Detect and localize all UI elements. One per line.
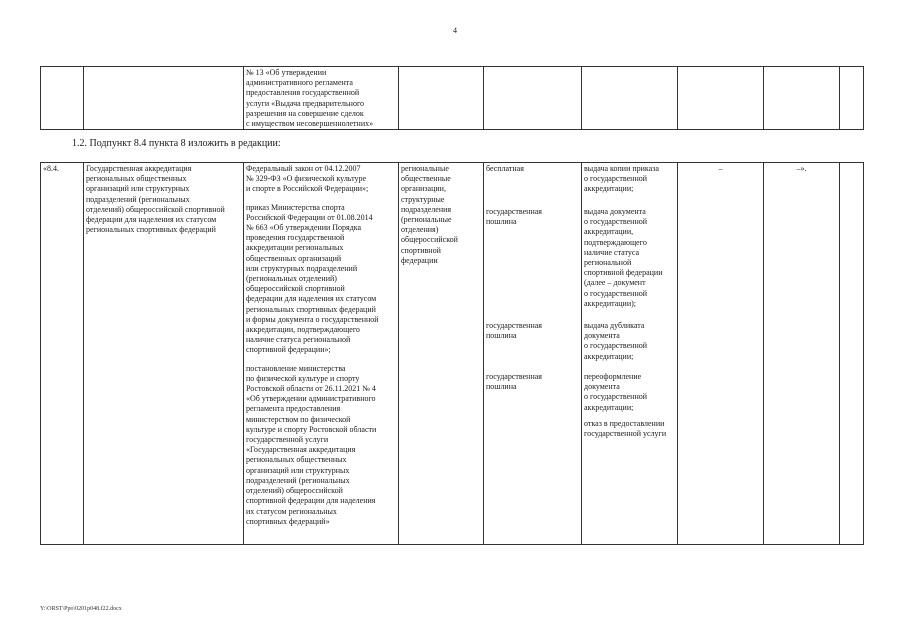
- top-cell-8: [764, 67, 840, 130]
- result-cell: [582, 163, 678, 545]
- section-heading: 1.2. Подпункт 8.4 пункта 8 изложить в редакции:: [72, 138, 281, 149]
- result-5: отказ в предоставлении государственной услуги: [584, 419, 667, 439]
- fee-3: государственная пошлина: [486, 321, 542, 341]
- top-cell-7: [678, 67, 764, 130]
- legal-basis-2: приказ Министерства спорта Российской Федерации от 01.08.2014 № 663 «Об утверждении Порядка проведения государственной аккредитации региональных общественных организаций или структурных подразделений (региональных отделений) общероссийской спортивной федерации для наделения их статусом региональных спортивных федераций и формы документа о государственной аккредитации, подтверждающего наличие статуса региональной спортивной федерации»;: [246, 202, 379, 355]
- top-cell-4: [399, 67, 484, 130]
- applicants: региональные общественные организации, структурные подразделения (региональные отделения) общероссийской спортивной федерации: [401, 164, 458, 265]
- col9-dash: –».: [796, 164, 807, 173]
- legal-basis-cell: [244, 163, 399, 545]
- top-table-fragment: [40, 66, 864, 130]
- top-cell-1: [41, 67, 84, 130]
- legal-basis-3: постановление министерства по физической культуре и спорту Ростовской области от 26.11.2021 № 4 «Об утверждении административного регламента предоставления министерством по физической культуре и спорту Ростовской области государственной услуги «Государственная аккредитация региональных общественных организаций или структурных подразделений (региональных отделений) общероссийской спортивной федерации для наделения их статусом региональных спортивных федераций»: [246, 363, 377, 526]
- result-2: выдача документа о государственной аккредитации, подтверждающего наличие статуса региональной спортивной федерации (далее – документ о государственной аккредитации);: [584, 207, 663, 308]
- row-number: «8.4.: [43, 164, 59, 173]
- legal-basis-1: Федеральный закон от 04.12.2007 № 329-ФЗ «О физической культуре и спорте в Российской Федерации»;: [246, 164, 369, 194]
- fee-1: бесплатная: [486, 164, 524, 173]
- result-3: выдача дубликата документа о государственной аккредитации;: [584, 321, 648, 361]
- fee-2: государственная пошлина: [486, 207, 542, 227]
- col10-cell: [840, 163, 864, 545]
- result-1: выдача копии приказа о государственной аккредитации;: [584, 164, 659, 194]
- col8-cell: [678, 163, 764, 545]
- top-cell-2: [84, 67, 244, 130]
- service-name: Государственная аккредитация региональных общественных организаций или структурных подразделений (региональных отделений) общероссийской спортивной федерации для наделения их статусом региональных спортивных федераций: [86, 164, 225, 235]
- footer-file-path: Y:\ORST\Ppo\0201p048.f22.docx: [40, 606, 122, 612]
- fee-4: государственная пошлина: [486, 372, 542, 392]
- result-4: переоформление документа о государственной аккредитации;: [584, 372, 648, 412]
- page-number: 4: [453, 26, 457, 35]
- row-number-cell: [41, 163, 84, 545]
- top-regulation-text: № 13 «Об утверждении административного регламента предоставления государственной услуги «Выдача предварительного разрешения на совершение сделок с имуществом несовершеннолетних»: [246, 68, 374, 129]
- top-cell-3: [244, 67, 399, 130]
- top-cell-5: [484, 67, 582, 130]
- main-table: [40, 162, 864, 545]
- fee-cell: [484, 163, 582, 545]
- top-cell-6: [582, 67, 678, 130]
- service-name-cell: [84, 163, 244, 545]
- top-cell-9: [840, 67, 864, 130]
- col8-dash: –: [718, 164, 723, 173]
- col9-cell: [764, 163, 840, 545]
- applicants-cell: [399, 163, 484, 545]
